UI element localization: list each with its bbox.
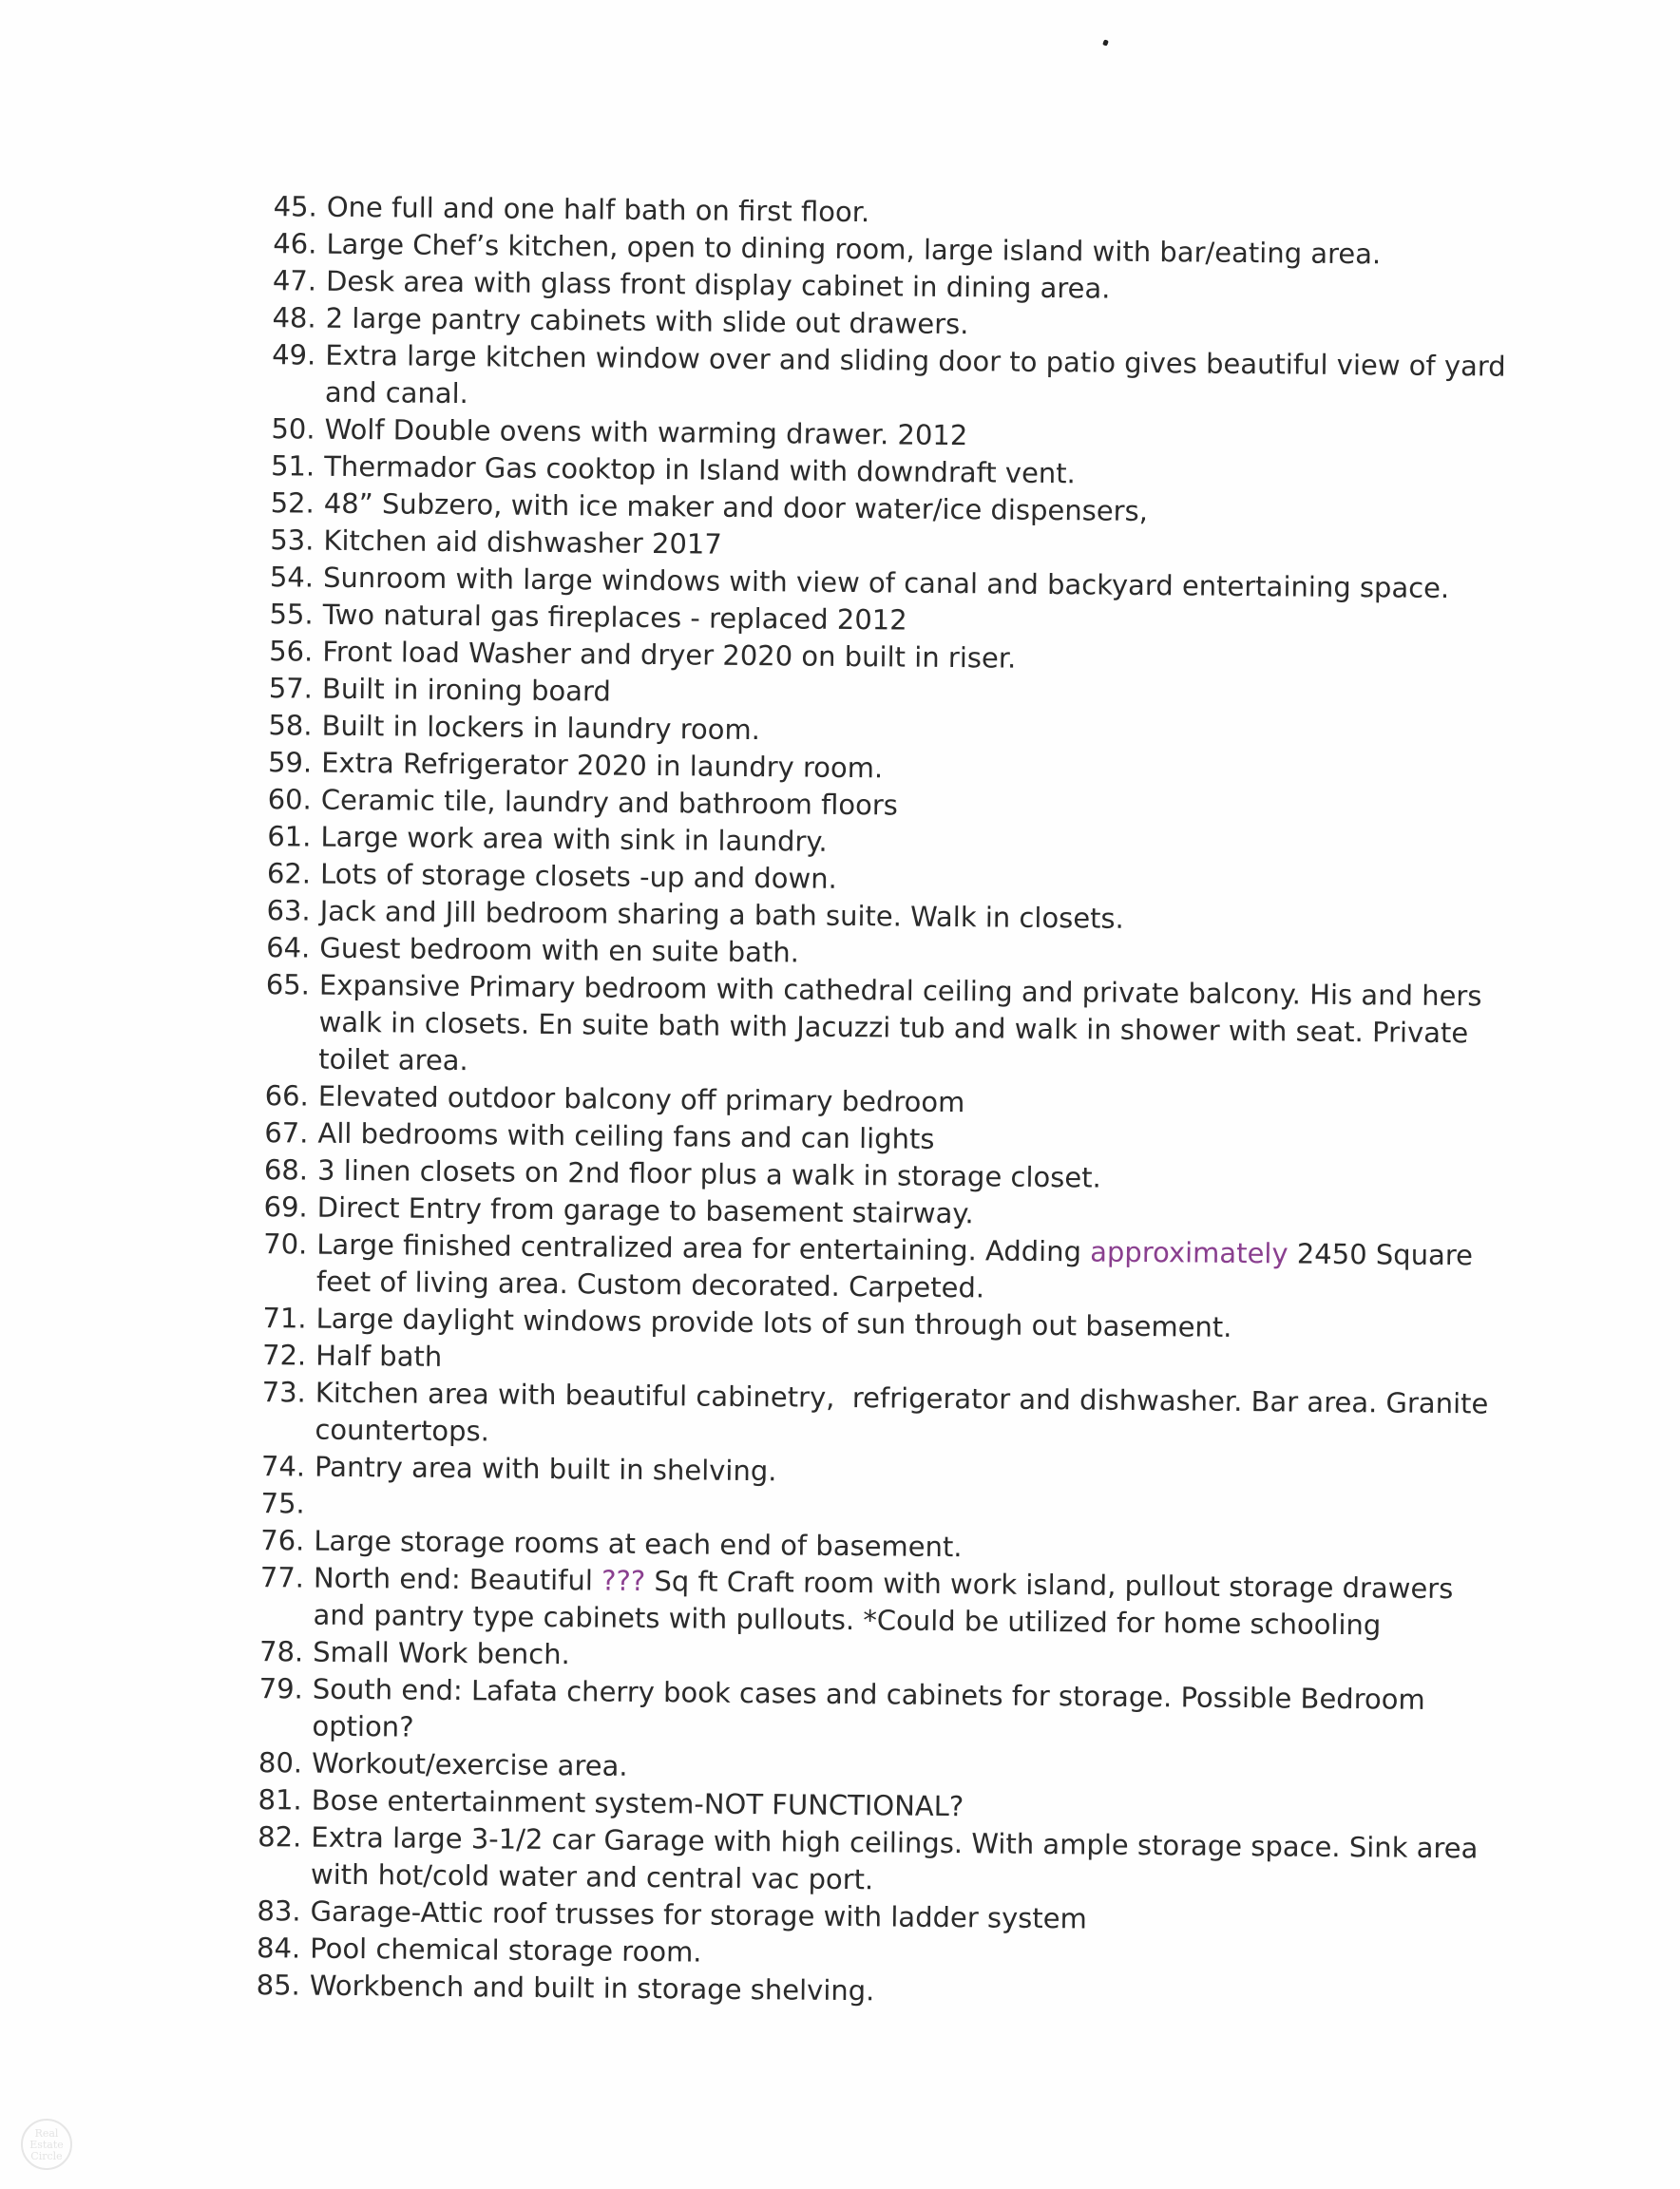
list-item-number: 79. (258, 1672, 304, 1705)
text-segment: Pantry area with built in shelving. (314, 1450, 777, 1488)
text-segment: All bedrooms with ceiling fans and can lights (317, 1116, 935, 1155)
list-item-text (311, 1819, 1505, 1905)
list-item-number: 61. (267, 820, 312, 853)
list-item-text (325, 337, 1519, 423)
text-segment: Front load Washer and dryer 2020 on built in riser. (322, 635, 1017, 675)
list-item (240, 1818, 1505, 1905)
text-segment: Jack and Jill bedroom sharing a bath suite. Walk in closets. (319, 894, 1125, 935)
text-segment: Half bath (315, 1339, 443, 1373)
list-item-number: 64. (266, 931, 311, 964)
list-item-number: 69. (263, 1190, 308, 1224)
text-segment: 2 large pantry cabinets with slide out drawers. (325, 301, 969, 341)
highlighted-text: ??? (601, 1564, 646, 1597)
list-item (248, 966, 1513, 1090)
list-item-text (315, 1375, 1509, 1460)
text-segment: Desk area with glass front display cabinet in dining area. (325, 264, 1111, 305)
text-segment: Sunroom with large windows with view of canal and backyard entertaining space. (322, 561, 1450, 605)
text-segment: North end: Beautiful (313, 1561, 602, 1597)
highlighted-text: approximately (1090, 1235, 1289, 1270)
list-item-number: 84. (256, 1932, 301, 1965)
watermark-logo: Real Estate Circle (21, 2119, 72, 2170)
text-segment: Extra large 3-1/2 car Garage with high ceilings. With ample storage space. Sink area with hot/cold water and central vac port. (310, 1820, 1487, 1896)
text-segment: 2450 Square feet of living area. Custom decorated. Carpeted. (315, 1237, 1482, 1304)
list-item-number: 76. (260, 1524, 305, 1557)
text-segment: Bose entertainment system-NOT FUNCTIONAL? (311, 1783, 964, 1823)
list-item-number: 74. (260, 1450, 306, 1483)
text-segment: Built in ironing board (321, 672, 612, 708)
text-segment: Lots of storage closets -up and down. (319, 857, 837, 895)
text-segment: Ceramic tile, laundry and bathroom floors (320, 783, 899, 822)
text-segment: Large Chef’s kitchen, open to dining room, large island with bar/eating area. (326, 227, 1382, 271)
text-segment: Large finished centralized area for entertaining. Adding (316, 1228, 1091, 1268)
text-segment: Workout/exercise area. (311, 1746, 628, 1782)
list-item-number: 65. (265, 968, 311, 1001)
list-item-number: 45. (273, 190, 317, 223)
list-item-number: 80. (258, 1746, 303, 1780)
text-segment: Extra large kitchen window over and sliding door to patio gives beautiful view of yard and canal. (324, 338, 1516, 410)
list-item-number: 83. (257, 1894, 301, 1928)
list-item (241, 1670, 1506, 1757)
list-item (244, 1374, 1509, 1460)
text-segment: South end: Lafata cherry book cases and cabinets for storage. Possible Bedroom option? (312, 1672, 1435, 1743)
list-item-number: 75. (260, 1487, 305, 1520)
text-segment: Extra Refrigerator 2020 in laundry room. (321, 746, 884, 785)
list-item-number: 53. (270, 523, 315, 557)
text-segment: Elevated outdoor balcony off primary bedroom (317, 1079, 965, 1119)
list-item-number: 73. (261, 1376, 306, 1409)
list-item-number: 62. (266, 857, 312, 890)
text-segment: Kitchen aid dishwasher 2017 (323, 523, 722, 561)
text-segment: Direct Entry from garage to basement stairway. (316, 1190, 974, 1230)
list-item (246, 1226, 1511, 1312)
list-item-number: 50. (271, 412, 315, 446)
list-item-number: 56. (269, 635, 314, 668)
list-item-number: 59. (267, 746, 313, 779)
list-item-number: 81. (258, 1783, 302, 1817)
feature-list (239, 188, 1520, 2016)
list-item-number: 60. (267, 783, 312, 816)
text-segment: 48” Subzero, with ice maker and door water/ice dispensers, (323, 486, 1149, 528)
text-segment: Guest bedroom with en suite bath. (319, 931, 800, 969)
text-segment: Small Work bench. (313, 1635, 570, 1671)
list-item-number: 68. (263, 1153, 309, 1187)
list-item-text (318, 967, 1513, 1090)
list-item-text (312, 1671, 1506, 1757)
list-item-number: 48. (272, 301, 316, 334)
list-item-number: 66. (264, 1079, 309, 1113)
list-item-number: 47. (272, 264, 317, 297)
text-segment: Large storage rooms at each end of basement. (314, 1524, 963, 1564)
list-item-text (313, 1560, 1507, 1646)
list-item-number: 51. (270, 449, 315, 483)
list-item-number: 49. (272, 338, 316, 371)
list-item-number: 46. (273, 227, 317, 260)
list-item-number: 82. (258, 1820, 302, 1854)
text-segment: 3 linen closets on 2nd floor plus a walk in storage closet. (316, 1153, 1101, 1194)
list-item (255, 336, 1519, 423)
text-segment: Two natural gas fireplaces - replaced 2012 (322, 598, 907, 637)
list-item-text (316, 1227, 1511, 1312)
text-segment: Sq ft Craft room with work island, pullout storage drawers and pantry type cabinets with pullouts. *Could be utilized for home schooling (313, 1564, 1462, 1642)
text-segment: Workbench and built in storage shelving. (309, 1969, 875, 2008)
text-segment: Wolf Double ovens with warming drawer. 2012 (324, 412, 968, 452)
list-item-number: 52. (270, 486, 315, 520)
stray-ink-mark (1102, 39, 1109, 46)
list-item-number: 55. (269, 598, 314, 631)
text-segment: Expansive Primary bedroom with cathedral ceiling and private balcony. His and hers walk in closets. En suite bath with Jacuzzi tub and walk in shower with seat. Private toilet area. (318, 968, 1491, 1077)
text-segment: Garage-Attic roof trusses for storage with ladder system (310, 1894, 1087, 1935)
list-item-number: 54. (269, 561, 315, 594)
list-item-number: 58. (268, 709, 313, 742)
text-segment: Pool chemical storage room. (310, 1932, 702, 1969)
text-segment: Kitchen area with beautiful cabinetry, refrigerator and dishwasher. Bar area. Granite countertops. (315, 1376, 1498, 1448)
list-item-number: 85. (256, 1969, 301, 2002)
list-item-number: 72. (261, 1339, 307, 1372)
list-item-number: 63. (266, 894, 311, 927)
list-item-number: 67. (264, 1116, 309, 1150)
text-segment: Thermador Gas cooktop in Island with downdraft vent. (324, 449, 1077, 490)
list-item-number: 57. (268, 672, 314, 705)
list-item-number: 77. (259, 1561, 305, 1594)
text-segment: Large work area with sink in laundry. (320, 820, 828, 858)
list-item-number: 70. (263, 1228, 308, 1261)
list-item-number: 78. (258, 1635, 304, 1668)
text-segment: Large daylight windows provide lots of sun through out basement. (315, 1302, 1232, 1343)
text-segment: One full and one half bath on first floor. (326, 190, 870, 229)
list-item (242, 1559, 1507, 1646)
text-segment: Built in lockers in laundry room. (321, 709, 761, 747)
list-item-number: 71. (262, 1302, 307, 1335)
